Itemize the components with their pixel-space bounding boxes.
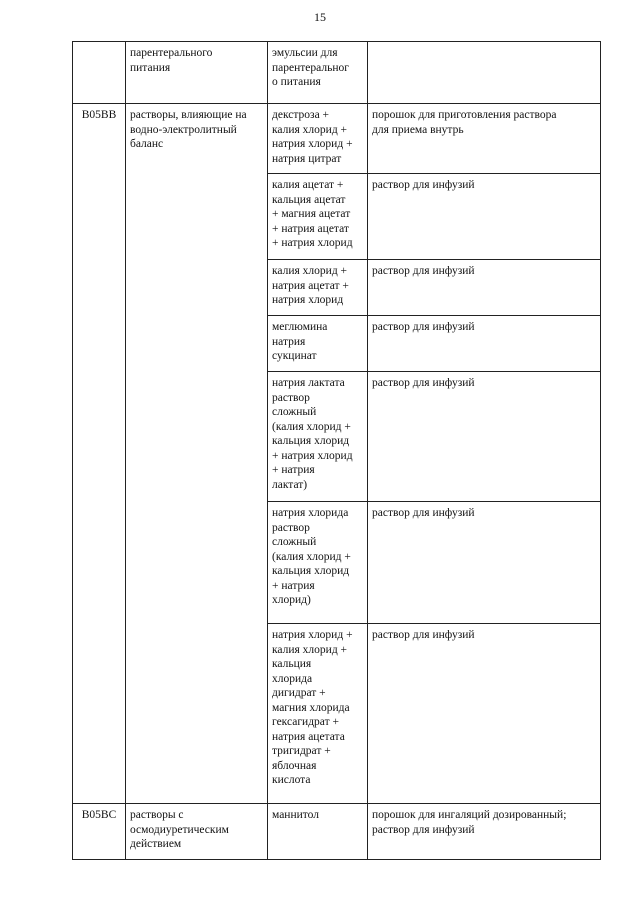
- atc-code-cell: [73, 42, 126, 104]
- drug-cell: натрия лактата раствор сложный (калия хлорид + кальция хлорид + натрия хлорид + натрия лактат): [268, 372, 368, 502]
- drug-cell: эмульсии для парентеральног о питания: [268, 42, 368, 104]
- form-cell: порошок для приготовления раствора для приема внутрь: [368, 104, 601, 174]
- drug-cell: калия хлорид + натрия ацетат + натрия хлорид: [268, 260, 368, 316]
- group-cell: парентерального питания: [126, 42, 268, 104]
- form-cell: порошок для ингаляций дозированный; раствор для инфузий: [368, 804, 601, 860]
- form-cell: [368, 42, 601, 104]
- medication-table: [72, 41, 601, 860]
- form-cell: раствор для инфузий: [368, 372, 601, 502]
- group-cell: растворы, влияющие на водно-электролитный баланс: [126, 104, 268, 804]
- group-cell: растворы с осмодиуретическим действием: [126, 804, 268, 860]
- drug-cell: натрия хлорид + калия хлорид + кальция хлорида дигидрат + магния хлорида гексагидрат + натрия ацетата тригидрат + яблочная кислота: [268, 624, 368, 804]
- drug-cell: меглюмина натрия сукцинат: [268, 316, 368, 372]
- table-row: [73, 104, 601, 174]
- form-cell: раствор для инфузий: [368, 174, 601, 260]
- form-cell: раствор для инфузий: [368, 624, 601, 804]
- atc-code-cell: B05BC: [73, 804, 126, 860]
- atc-code-cell: B05BB: [73, 104, 126, 804]
- table-row: [73, 804, 601, 860]
- table-row: [73, 42, 601, 104]
- drug-cell: маннитол: [268, 804, 368, 860]
- drug-cell: натрия хлорида раствор сложный (калия хлорид + кальция хлорид + натрия хлорид): [268, 502, 368, 624]
- page-number: 15: [314, 10, 326, 24]
- form-cell: раствор для инфузий: [368, 316, 601, 372]
- drug-cell: декстроза + калия хлорид + натрия хлорид + натрия цитрат: [268, 104, 368, 174]
- drug-cell: калия ацетат + кальция ацетат + магния ацетат + натрия ацетат + натрия хлорид: [268, 174, 368, 260]
- form-cell: раствор для инфузий: [368, 502, 601, 624]
- form-cell: раствор для инфузий: [368, 260, 601, 316]
